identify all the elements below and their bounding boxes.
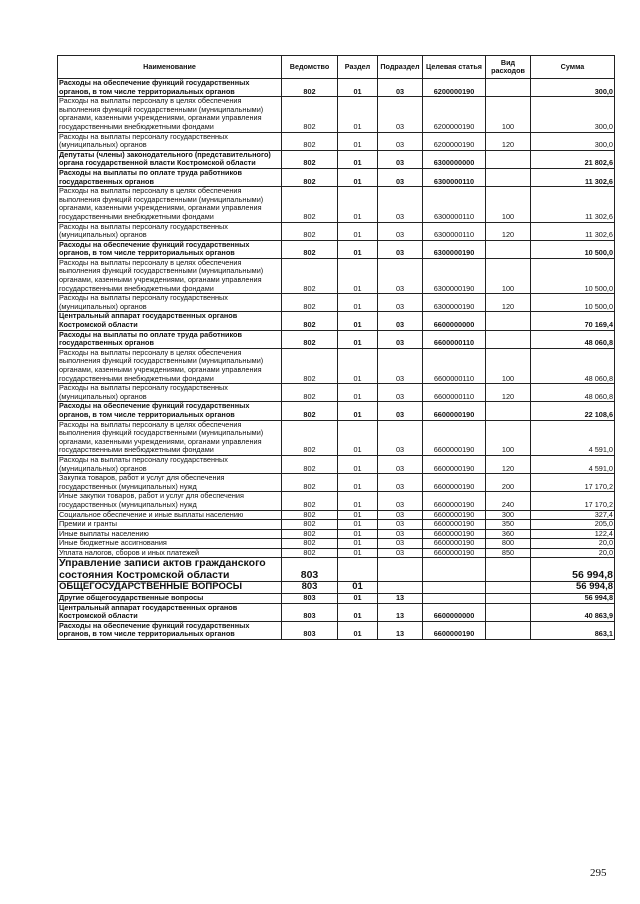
cell-name: Расходы на выплаты персоналу в целях обеспечения выполнения функций государственными (муниципальными) органами, казенными учреждениями, органами управления государственными внебюджетными фондами — [58, 97, 282, 132]
table-row — [58, 132, 615, 150]
cell-celevaya: 6600000110 — [423, 348, 486, 383]
cell-summa: 48 060,8 — [531, 384, 615, 402]
table-row — [58, 582, 615, 594]
table-header-row — [58, 56, 615, 79]
cell-celevaya: 6600000190 — [423, 492, 486, 510]
cell-podrazdel: 03 — [378, 187, 423, 222]
cell-summa: 17 170,2 — [531, 474, 615, 492]
cell-summa: 56 994,8 — [531, 582, 615, 594]
cell-vedomstvo: 803 — [282, 603, 338, 621]
cell-razdel: 01 — [338, 222, 378, 240]
cell-podrazdel: 13 — [378, 621, 423, 639]
cell-summa: 56 994,8 — [531, 558, 615, 582]
cell-vedomstvo: 802 — [282, 222, 338, 240]
cell-vedomstvo: 802 — [282, 402, 338, 420]
table-row — [58, 420, 615, 455]
cell-celevaya: 6600000000 — [423, 312, 486, 330]
cell-vid: 100 — [486, 420, 531, 455]
cell-razdel: 01 — [338, 187, 378, 222]
cell-podrazdel: 03 — [378, 312, 423, 330]
cell-name: Иные выплаты населению — [58, 529, 282, 539]
cell-summa: 4 591,0 — [531, 455, 615, 473]
cell-summa: 863,1 — [531, 621, 615, 639]
cell-vedomstvo: 802 — [282, 240, 338, 258]
cell-summa: 21 802,6 — [531, 150, 615, 168]
cell-razdel: 01 — [338, 312, 378, 330]
cell-celevaya: 6600000190 — [423, 548, 486, 558]
cell-vedomstvo: 802 — [282, 539, 338, 549]
cell-vid: 350 — [486, 520, 531, 530]
cell-celevaya: 6600000190 — [423, 455, 486, 473]
cell-name: Центральный аппарат государственных органов Костромской области — [58, 312, 282, 330]
cell-podrazdel: 03 — [378, 455, 423, 473]
col-header-vedomstvo: Ведомство — [282, 56, 338, 79]
cell-vedomstvo: 803 — [282, 558, 338, 582]
cell-razdel: 01 — [338, 474, 378, 492]
cell-vid: 800 — [486, 539, 531, 549]
cell-razdel: 01 — [338, 520, 378, 530]
cell-razdel: 01 — [338, 150, 378, 168]
cell-vid — [486, 312, 531, 330]
cell-razdel: 01 — [338, 529, 378, 539]
cell-summa: 300,0 — [531, 132, 615, 150]
cell-summa: 205,0 — [531, 520, 615, 530]
table-row — [58, 97, 615, 132]
cell-name: Расходы на выплаты персоналу государственных (муниципальных) органов — [58, 294, 282, 312]
col-header-name: Наименование — [58, 56, 282, 79]
table-row — [58, 621, 615, 639]
cell-podrazdel: 03 — [378, 402, 423, 420]
cell-podrazdel: 03 — [378, 529, 423, 539]
cell-razdel: 01 — [338, 330, 378, 348]
cell-vid — [486, 603, 531, 621]
cell-razdel: 01 — [338, 258, 378, 293]
cell-name: Другие общегосударственные вопросы — [58, 593, 282, 603]
table-row — [58, 603, 615, 621]
cell-summa: 20,0 — [531, 548, 615, 558]
cell-vid — [486, 558, 531, 582]
cell-podrazdel: 03 — [378, 79, 423, 97]
cell-summa: 17 170,2 — [531, 492, 615, 510]
cell-podrazdel: 03 — [378, 294, 423, 312]
cell-summa: 122,4 — [531, 529, 615, 539]
table-row — [58, 455, 615, 473]
cell-celevaya: 6300000110 — [423, 187, 486, 222]
cell-podrazdel: 03 — [378, 150, 423, 168]
cell-vedomstvo: 802 — [282, 529, 338, 539]
table-row — [58, 520, 615, 530]
cell-razdel — [338, 558, 378, 582]
cell-name: ОБЩЕГОСУДАРСТВЕННЫЕ ВОПРОСЫ — [58, 582, 282, 594]
cell-name: Расходы на обеспечение функций государственных органов, в том числе территориальных органов — [58, 79, 282, 97]
cell-name: Расходы на выплаты персоналу государственных (муниципальных) органов — [58, 384, 282, 402]
cell-podrazdel: 03 — [378, 539, 423, 549]
table-row — [58, 330, 615, 348]
cell-name: Расходы на выплаты персоналу в целях обеспечения выполнения функций государственными (муниципальными) органами, казенными учреждениями, органами управления государственными внебюджетными фондами — [58, 348, 282, 383]
cell-summa: 11 302,6 — [531, 222, 615, 240]
cell-celevaya — [423, 582, 486, 594]
cell-vid: 300 — [486, 510, 531, 520]
cell-podrazdel: 13 — [378, 603, 423, 621]
cell-name: Расходы на обеспечение функций государственных органов, в том числе территориальных органов — [58, 402, 282, 420]
table-row — [58, 312, 615, 330]
cell-razdel: 01 — [338, 132, 378, 150]
col-header-summa: Сумма — [531, 56, 615, 79]
cell-summa: 48 060,8 — [531, 348, 615, 383]
cell-razdel: 01 — [338, 593, 378, 603]
cell-celevaya: 6600000110 — [423, 384, 486, 402]
cell-name: Расходы на выплаты по оплате труда работников государственных органов — [58, 330, 282, 348]
cell-podrazdel: 03 — [378, 348, 423, 383]
cell-vid — [486, 79, 531, 97]
cell-celevaya: 6600000190 — [423, 520, 486, 530]
cell-podrazdel: 03 — [378, 222, 423, 240]
table-row — [58, 348, 615, 383]
cell-vedomstvo: 802 — [282, 97, 338, 132]
cell-celevaya: 6300000190 — [423, 258, 486, 293]
cell-vedomstvo: 802 — [282, 548, 338, 558]
cell-summa: 10 500,0 — [531, 294, 615, 312]
cell-razdel: 01 — [338, 621, 378, 639]
cell-summa: 48 060,8 — [531, 330, 615, 348]
cell-vid — [486, 150, 531, 168]
cell-vedomstvo: 802 — [282, 330, 338, 348]
cell-summa: 56 994,8 — [531, 593, 615, 603]
cell-celevaya: 6200000190 — [423, 97, 486, 132]
cell-summa: 40 863,9 — [531, 603, 615, 621]
cell-podrazdel: 03 — [378, 258, 423, 293]
cell-vid: 120 — [486, 294, 531, 312]
cell-vid: 100 — [486, 348, 531, 383]
cell-podrazdel — [378, 582, 423, 594]
cell-vedomstvo: 802 — [282, 420, 338, 455]
cell-name: Расходы на обеспечение функций государственных органов, в том числе территориальных органов — [58, 621, 282, 639]
cell-summa: 300,0 — [531, 79, 615, 97]
cell-summa: 11 302,6 — [531, 187, 615, 222]
cell-vedomstvo: 802 — [282, 520, 338, 530]
cell-podrazdel: 03 — [378, 520, 423, 530]
cell-vedomstvo: 802 — [282, 187, 338, 222]
table-row — [58, 294, 615, 312]
cell-razdel: 01 — [338, 510, 378, 520]
cell-name: Расходы на выплаты персоналу государственных (муниципальных) органов — [58, 132, 282, 150]
cell-celevaya: 6600000190 — [423, 420, 486, 455]
col-header-celevaya: Целевая статья — [423, 56, 486, 79]
cell-vid: 120 — [486, 384, 531, 402]
cell-vedomstvo: 802 — [282, 348, 338, 383]
cell-celevaya: 6300000190 — [423, 240, 486, 258]
cell-razdel: 01 — [338, 539, 378, 549]
cell-vedomstvo: 802 — [282, 312, 338, 330]
cell-razdel: 01 — [338, 384, 378, 402]
cell-vedomstvo: 803 — [282, 593, 338, 603]
cell-name: Расходы на выплаты персоналу в целях обеспечения выполнения функций государственными (муниципальными) органами, казенными учреждениями, органами управления государственными внебюджетными фондами — [58, 187, 282, 222]
cell-name: Расходы на обеспечение функций государственных органов, в том числе территориальных органов — [58, 240, 282, 258]
table-body — [58, 79, 615, 640]
cell-vedomstvo: 802 — [282, 168, 338, 186]
cell-razdel: 01 — [338, 240, 378, 258]
cell-vid: 850 — [486, 548, 531, 558]
table-row — [58, 474, 615, 492]
cell-celevaya: 6300000190 — [423, 294, 486, 312]
cell-vid: 120 — [486, 132, 531, 150]
cell-podrazdel: 03 — [378, 168, 423, 186]
cell-razdel: 01 — [338, 348, 378, 383]
cell-vid: 100 — [486, 97, 531, 132]
table-row — [58, 168, 615, 186]
cell-vid: 120 — [486, 455, 531, 473]
table-row — [58, 384, 615, 402]
cell-vid: 100 — [486, 258, 531, 293]
budget-table — [57, 55, 615, 640]
cell-celevaya: 6600000190 — [423, 474, 486, 492]
cell-summa: 4 591,0 — [531, 420, 615, 455]
cell-vedomstvo: 802 — [282, 474, 338, 492]
table-row — [58, 593, 615, 603]
cell-name: Расходы на выплаты персоналу в целях обеспечения выполнения функций государственными (муниципальными) органами, казенными учреждениями, органами управления государственными внебюджетными фондами — [58, 258, 282, 293]
cell-name: Иные закупки товаров, работ и услуг для обеспечения государственных (муниципальных) нужд — [58, 492, 282, 510]
cell-razdel: 01 — [338, 168, 378, 186]
cell-name: Уплата налогов, сборов и иных платежей — [58, 548, 282, 558]
cell-celevaya: 6600000110 — [423, 330, 486, 348]
page-number: 295 — [590, 867, 607, 879]
table-row — [58, 187, 615, 222]
cell-podrazdel: 03 — [378, 330, 423, 348]
cell-celevaya — [423, 558, 486, 582]
table-row — [58, 558, 615, 582]
cell-podrazdel: 03 — [378, 510, 423, 520]
cell-vedomstvo: 802 — [282, 294, 338, 312]
cell-vedomstvo: 802 — [282, 510, 338, 520]
cell-vedomstvo: 802 — [282, 455, 338, 473]
cell-summa: 300,0 — [531, 97, 615, 132]
cell-razdel: 01 — [338, 79, 378, 97]
cell-celevaya: 6600000190 — [423, 402, 486, 420]
table-row — [58, 79, 615, 97]
cell-celevaya: 6200000190 — [423, 132, 486, 150]
cell-celevaya — [423, 593, 486, 603]
cell-vid: 120 — [486, 222, 531, 240]
cell-name: Управление записи актов гражданского состояния Костромской области — [58, 558, 282, 582]
cell-summa: 22 108,6 — [531, 402, 615, 420]
budget-table-container — [57, 55, 614, 640]
cell-name: Центральный аппарат государственных органов Костромской области — [58, 603, 282, 621]
cell-vedomstvo: 803 — [282, 621, 338, 639]
cell-celevaya: 6600000190 — [423, 510, 486, 520]
col-header-razdel: Раздел — [338, 56, 378, 79]
cell-vedomstvo: 802 — [282, 79, 338, 97]
cell-razdel: 01 — [338, 492, 378, 510]
col-header-podrazdel: Подраздел — [378, 56, 423, 79]
cell-summa: 10 500,0 — [531, 240, 615, 258]
cell-celevaya: 6300000110 — [423, 168, 486, 186]
cell-podrazdel: 03 — [378, 548, 423, 558]
cell-name: Закупка товаров, работ и услуг для обеспечения государственных (муниципальных) нужд — [58, 474, 282, 492]
cell-celevaya: 6300000110 — [423, 222, 486, 240]
cell-vid — [486, 402, 531, 420]
table-row — [58, 492, 615, 510]
cell-vid — [486, 330, 531, 348]
cell-razdel: 01 — [338, 548, 378, 558]
cell-name: Расходы на выплаты персоналу государственных (муниципальных) органов — [58, 455, 282, 473]
cell-vedomstvo: 802 — [282, 492, 338, 510]
cell-vedomstvo: 802 — [282, 132, 338, 150]
table-row — [58, 402, 615, 420]
cell-summa: 327,4 — [531, 510, 615, 520]
cell-celevaya: 6600000190 — [423, 539, 486, 549]
cell-vid — [486, 582, 531, 594]
cell-vid: 360 — [486, 529, 531, 539]
cell-vedomstvo: 803 — [282, 582, 338, 594]
cell-name: Расходы на выплаты персоналу в целях обеспечения выполнения функций государственными (муниципальными) органами, казенными учреждениями, органами управления государственными внебюджетными фондами — [58, 420, 282, 455]
cell-summa: 10 500,0 — [531, 258, 615, 293]
cell-razdel: 01 — [338, 603, 378, 621]
cell-razdel: 01 — [338, 455, 378, 473]
cell-podrazdel: 03 — [378, 97, 423, 132]
cell-celevaya: 6200000190 — [423, 79, 486, 97]
cell-vid — [486, 593, 531, 603]
cell-vedomstvo: 802 — [282, 150, 338, 168]
table-row — [58, 539, 615, 549]
cell-summa: 70 169,4 — [531, 312, 615, 330]
cell-vid — [486, 168, 531, 186]
cell-name: Расходы на выплаты по оплате труда работников государственных органов — [58, 168, 282, 186]
cell-razdel: 01 — [338, 97, 378, 132]
table-row — [58, 510, 615, 520]
table-row — [58, 150, 615, 168]
cell-vid: 200 — [486, 474, 531, 492]
table-row — [58, 222, 615, 240]
cell-vid — [486, 240, 531, 258]
cell-celevaya: 6600000190 — [423, 621, 486, 639]
cell-podrazdel — [378, 558, 423, 582]
col-header-vid: Вид расходов — [486, 56, 531, 79]
cell-summa: 20,0 — [531, 539, 615, 549]
cell-vedomstvo: 802 — [282, 384, 338, 402]
cell-name: Расходы на выплаты персоналу государственных (муниципальных) органов — [58, 222, 282, 240]
cell-vid: 240 — [486, 492, 531, 510]
cell-podrazdel: 03 — [378, 420, 423, 455]
cell-celevaya: 6600000000 — [423, 603, 486, 621]
cell-razdel: 01 — [338, 582, 378, 594]
table-row — [58, 258, 615, 293]
cell-podrazdel: 03 — [378, 240, 423, 258]
cell-vid — [486, 621, 531, 639]
table-row — [58, 240, 615, 258]
cell-podrazdel: 03 — [378, 384, 423, 402]
cell-podrazdel: 03 — [378, 474, 423, 492]
cell-podrazdel: 03 — [378, 132, 423, 150]
cell-podrazdel: 03 — [378, 492, 423, 510]
cell-name: Иные бюджетные ассигнования — [58, 539, 282, 549]
cell-name: Депутаты (члены) законодательного (представительного) органа государственной власти Костромской области — [58, 150, 282, 168]
cell-razdel: 01 — [338, 294, 378, 312]
cell-razdel: 01 — [338, 420, 378, 455]
cell-vedomstvo: 802 — [282, 258, 338, 293]
cell-celevaya: 6300000000 — [423, 150, 486, 168]
cell-celevaya: 6600000190 — [423, 529, 486, 539]
cell-razdel: 01 — [338, 402, 378, 420]
cell-podrazdel: 13 — [378, 593, 423, 603]
cell-name: Премии и гранты — [58, 520, 282, 530]
cell-summa: 11 302,6 — [531, 168, 615, 186]
cell-name: Социальное обеспечение и иные выплаты населению — [58, 510, 282, 520]
cell-vid: 100 — [486, 187, 531, 222]
